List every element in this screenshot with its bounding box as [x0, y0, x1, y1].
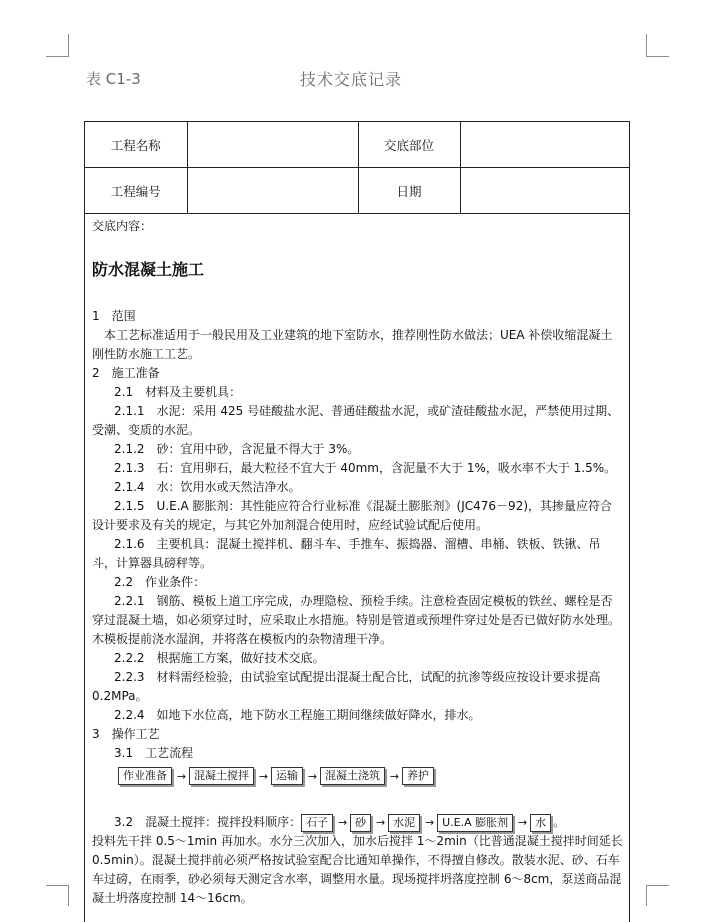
project-number-field[interactable]: [187, 168, 358, 214]
form-number: 表 C1-3: [86, 70, 141, 88]
arrow-icon: →: [337, 816, 348, 829]
handover-part-field[interactable]: [460, 122, 629, 168]
mix-step: 水泥: [388, 814, 420, 832]
arrow-icon: →: [389, 769, 400, 783]
section-heading: 2 施工准备: [92, 366, 160, 380]
crop-mark-top-left: [46, 34, 69, 57]
process-flow: [118, 765, 623, 787]
arrow-icon: →: [307, 769, 318, 783]
mix-step: 石子: [301, 814, 333, 832]
info-table: [85, 122, 629, 214]
arrow-icon: →: [424, 816, 435, 829]
mixing-lead-text: 3.2 混凝土搅拌：搅拌投料顺序：: [114, 815, 302, 829]
paragraph: 2.2.4 如地下水位高，地下防水工程施工期间继续做好降水，排水。: [114, 708, 481, 722]
arrow-icon: →: [518, 816, 528, 829]
handover-part-label: 交底部位: [358, 122, 460, 168]
mix-step: U.E.A 膨胀剂: [437, 814, 513, 832]
paragraph: 2.1.6 主要机具：混凝土搅拌机、翻斗车、手推车、振捣器、溜槽、串桶、铁板、铁锹、吊斗，计算器具磅秤等。: [92, 537, 601, 570]
content-label: 交底内容：: [92, 219, 153, 233]
project-number-label: 工程编号: [85, 168, 187, 214]
project-name-field[interactable]: [187, 122, 358, 168]
flow-step: 混凝土浇筑: [320, 767, 385, 785]
mixing-sequence: [301, 813, 553, 832]
mix-step: 砂: [350, 814, 371, 832]
page-title: 技术交底记录: [300, 70, 403, 89]
paragraph: 2.1.3 石：宜用卵石，最大粒径不宜大于 40mm，含泥量不大于 1%，吸水率不大于 1.5%。: [114, 461, 617, 475]
arrow-icon: →: [258, 769, 269, 783]
flow-step: 养护: [402, 767, 434, 785]
paragraph: 2.2.3 材料需经检验，由试验室试配提出混凝土配合比，试配的抗渗等级应按设计要求提高 0.2MPa。: [92, 670, 601, 703]
subsection-heading: 2.1 材料及主要机具：: [114, 385, 242, 399]
paragraph: 2.1.4 水：饮用水或天然洁净水。: [114, 480, 301, 494]
flow-step: 混凝土搅拌: [189, 767, 254, 785]
date-field[interactable]: [460, 168, 629, 214]
flow-step: 作业准备: [118, 767, 172, 785]
paragraph: 2.1.5 U.E.A 膨胀剂：其性能应符合行业标准《混凝土膨胀剂》(JC476－92)，其掺量应符合设计要求及有关的规定，与其它外加剂混合使用时，应经试验试配后使用。: [92, 499, 613, 532]
project-name-label: 工程名称: [85, 122, 187, 168]
mix-step: 水: [530, 814, 551, 832]
section-heading: 3 操作工艺: [92, 727, 160, 741]
subsection-heading: 3.1 工艺流程: [114, 746, 194, 760]
date-label: 日期: [358, 168, 460, 214]
paragraph: 2.1.2 砂：宜用中砂，含泥量不得大于 3%。: [114, 442, 360, 456]
flow-step: 运输: [271, 767, 303, 785]
section-heading: 1 范围: [92, 309, 136, 323]
paragraph: 投料先干拌 0.5～1min 再加水。水分三次加入，加水后搅拌 1～2min（比普通混凝土搅拌时间延长 0.5min）。混凝土搅拌前必须严格按试验室配合比通知单操作，不得擅自修改。散装水泥、砂、石车车过磅，在雨季，砂必须每天测定含水率，调整用水量。现场搅拌坍落度控制 6～8cm，泵送商品混凝土坍落度控制 14～16cm。: [92, 834, 623, 905]
paragraph: 本工艺标准适用于一般民用及工业建筑的地下室防水，推荐刚性防水做法；UEA 补偿收缩混凝土刚性防水施工工艺。: [92, 328, 613, 361]
crop-mark-top-right: [646, 34, 669, 57]
paragraph: 2.1.1 水泥：采用 425 号硅酸盐水泥、普通硅酸盐水泥，或矿渣硅酸盐水泥，严禁使用过期、受潮、变质的水泥。: [92, 404, 620, 437]
mixing-sequence-line: [92, 813, 623, 832]
document-heading: 防水混凝土施工: [92, 260, 205, 279]
mixing-tail-text: 。: [553, 815, 566, 829]
arrow-icon: →: [375, 816, 386, 829]
crop-mark-bottom-left: [46, 885, 69, 906]
paragraph: 2.2.1 钢筋、模板上道工序完成，办理隐检、预检手续。注意检查固定模板的铁丝、螺栓是否穿过混凝土墙，如必须穿过时，应采取止水措施。特别是管道或预埋件穿过处是否已做好防水处理。木模板提前浇水湿润，并将落在模板内的杂物清理干净。: [92, 594, 621, 646]
paragraph: 2.2.2 根据施工方案，做好技术交底。: [114, 651, 325, 665]
arrow-icon: →: [176, 769, 187, 783]
crop-mark-bottom-right: [646, 885, 669, 906]
content-area: [85, 217, 629, 908]
record-sheet: [84, 121, 630, 922]
subsection-heading: 2.2 作业条件：: [114, 575, 206, 589]
